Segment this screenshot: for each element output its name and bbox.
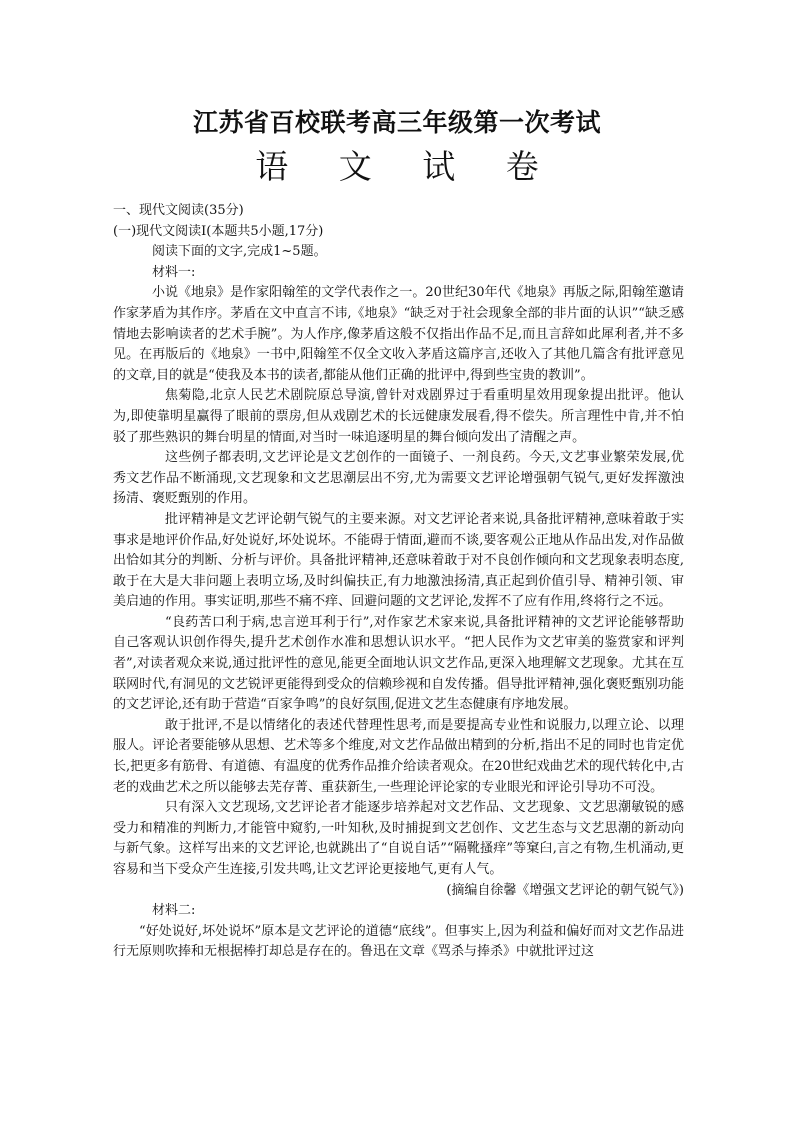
material1-source: (摘编自徐馨《增强文艺评论的朝气锐气》) xyxy=(446,882,684,898)
material1-paragraph-2: 焦菊隐,北京人民艺术剧院原总导演,曾针对戏剧界过于看重明星效用现象提出批评。他认为,即使靠明星赢得了眼前的票房,但从戏剧艺术的长远健康发展看,得不偿失。所言理性中肯,并不怕驳了那些熟识的舞台明星的情面,对当时一味追逐明星的舞台倾向发出了清醒之声。 xyxy=(113,388,684,445)
material1-label: 材料一: xyxy=(152,264,196,280)
subsection-heading: (一)现代文阅读Ⅰ(本题共5小题,17分) xyxy=(113,223,324,239)
subject-title: 语 文 试 卷 xyxy=(255,147,559,186)
material1-paragraph-1: 小说《地泉》是作家阳翰笙的文学代表作之一。20世纪30年代《地泉》再版之际,阳翰笙邀请作家茅盾为其作序。茅盾在文中直言不讳,《地泉》“缺乏对于社会现象全部的非片面的认识”“缺乏感情地去影响读者的艺术手腕”。为人作序,像茅盾这般不仅指出作品不足,而且言辞如此犀利者,并不多见。在再版后的《地泉》一书中,阳翰笙不仅全文收入茅盾这篇序言,还收入了其他几篇含有批评意见的文章,目的就是“使我及本书的读者,都能从他们正确的批评中,得到些宝贵的教训”。 xyxy=(113,285,684,383)
material1-paragraph-4: 批评精神是文艺评论朝气锐气的主要来源。对文艺评论者来说,具备批评精神,意味着敢于实事求是地评价作品,好处说好,坏处说坏。不能碍于情面,避而不谈,要客观公正地从作品出发,对作品做出恰如其分的判断、分析与评价。具备批评精神,还意味着敢于对不良创作倾向和文艺现象表明态度,敢于在大是大非问题上表明立场,及时纠偏扶正,有力地激浊扬清,真正起到价值引导、精神引领、审美启迪的作用。事实证明,那些不痛不痒、回避问题的文艺评论,发挥不了应有作用,终将行之不远。 xyxy=(113,511,684,610)
section-heading: 一、现代文阅读(35分) xyxy=(113,203,244,218)
passage-body xyxy=(113,201,684,963)
material1-paragraph-3: 这些例子都表明,文艺评论是文艺创作的一面镜子、一剂良药。今天,文艺事业繁荣发展,优秀文艺作品不断涌现,文艺现象和文艺思潮层出不穷,尤为需要文艺评论增强朝气锐气,更好发挥激浊扬清、褒贬甄别的作用。 xyxy=(113,450,684,507)
material1-paragraph-6: 敢于批评,不是以情绪化的表述代替理性思考,而是要提高专业性和说服力,以理立论、以理服人。评论者要能够从思想、艺术等多个维度,对文艺作品做出精到的分析,指出不足的同时也肯定优长,把更多有筋骨、有道德、有温度的优秀作品推介给读者观众。在20世纪戏曲艺术的现代转化中,古老的戏曲艺术之所以能够去芜存菁、重获新生,一些理论评论家的专业眼光和评论引导功不可没。 xyxy=(113,717,684,795)
material2-paragraph-1: “好处说好,坏处说坏”原本是文艺评论的道德“底线”。但事实上,因为利益和偏好而对文艺作品进行无原则吹捧和无根据棒打却总是存在的。鲁迅在文章《骂杀与捧杀》中就批评过这 xyxy=(113,923,684,960)
material1-paragraph-7: 只有深入文艺现场,文艺评论者才能逐步培养起对文艺作品、文艺现象、文艺思潮敏锐的感受力和精准的判断力,才能管中窥豹,一叶知秋,及时捕捉到文艺创作、文艺生态与文艺思潮的新动向与新气象。这样写出来的文艺评论,也就跳出了“自说自话”“隔靴搔痒”等窠臼,言之有物,生机涌动,更容易和当下受众产生连接,引发共鸣,让文艺评论更接地气,更有人气。 xyxy=(113,800,684,877)
instruction-text: 阅读下面的文字,完成1~5题。 xyxy=(152,244,327,260)
material1-paragraph-5: “良药苦口利于病,忠言逆耳利于行”,对作家艺术家来说,具备批评精神的文艺评论能够帮助自己客观认识创作得失,提升艺术创作水准和思想认识水平。“把人民作为文艺审美的鉴赏家和评判者”,对读者观众来说,通过批评性的意见,能更全面地认识文艺作品,更深入地理解文艺现象。尤其在互联网时代,有洞见的文艺锐评更能得到受众的信赖珍视和自发传播。倡导批评精神,强化褒贬甄别功能的文艺评论,还有助于营造“百家争鸣”的良好氛围,促进文艺生态健康有序地发展。 xyxy=(113,614,684,713)
material2-label: 材料二: xyxy=(152,903,196,919)
exam-title: 江苏省百校联考高三年级第一次考试 xyxy=(192,108,601,137)
